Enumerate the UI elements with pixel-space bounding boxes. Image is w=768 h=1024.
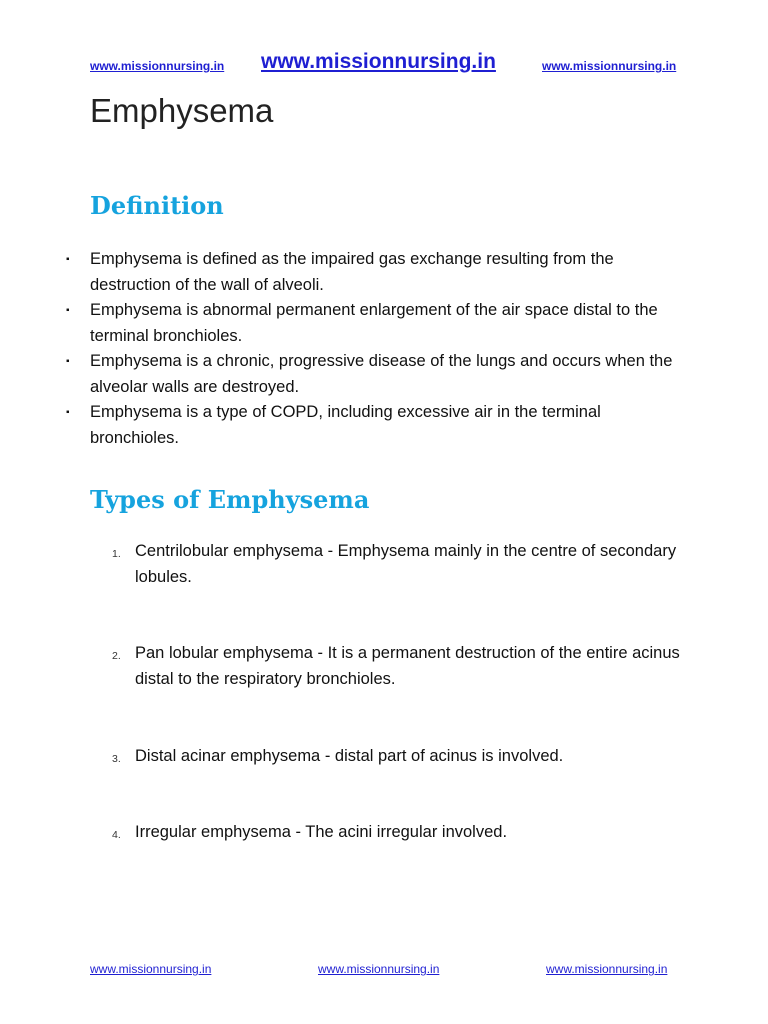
types-heading: Types of Emphysema: [90, 485, 370, 514]
numbered-item: [112, 641, 695, 692]
item-number: 3.: [112, 753, 121, 765]
footer-link-center[interactable]: www.missionnursing.in: [318, 962, 440, 976]
item-number: 1.: [112, 548, 121, 560]
numbered-item: [112, 744, 695, 770]
item-number: 4.: [112, 829, 121, 841]
list-item-text: Emphysema is a type of COPD, including excessive air in the terminal bronchioles.: [90, 403, 601, 447]
list-item-text: Emphysema is a chronic, progressive disease of the lungs and occurs when the alveolar walls are destroyed.: [90, 352, 673, 396]
bullet-marker: ▪: [66, 407, 70, 418]
list-item: [66, 400, 690, 451]
definition-heading: Definition: [90, 191, 224, 220]
list-item: [66, 298, 690, 349]
item-text: Distal acinar emphysema - distal part of acinus is involved.: [135, 747, 564, 765]
bullet-marker: ▪: [66, 356, 70, 367]
page-title: Emphysema: [90, 92, 274, 129]
list-item: [66, 349, 690, 400]
header-link-center[interactable]: www.missionnursing.in: [261, 50, 496, 73]
numbered-item: [112, 539, 695, 590]
list-item: [66, 247, 690, 298]
header-link-right[interactable]: www.missionnursing.in: [542, 59, 677, 73]
item-text: Irregular emphysema - The acini irregular involved.: [135, 823, 508, 841]
header-link-left[interactable]: www.missionnursing.in: [90, 59, 225, 73]
footer-link-right[interactable]: www.missionnursing.in: [546, 962, 668, 976]
numbered-item: [112, 820, 695, 846]
bullet-marker: ▪: [66, 254, 70, 265]
item-text: Pan lobular emphysema - It is a permanent destruction of the entire acinus distal to the respiratory bronchioles.: [135, 644, 680, 688]
list-item-text: Emphysema is abnormal permanent enlargement of the air space distal to the terminal bronchioles.: [90, 301, 658, 345]
item-text: Centrilobular emphysema - Emphysema mainly in the centre of secondary lobules.: [135, 542, 677, 586]
list-item-text: Emphysema is defined as the impaired gas exchange resulting from the destruction of the wall of alveoli.: [90, 250, 614, 294]
definition-list: [66, 247, 690, 451]
item-number: 2.: [112, 650, 121, 662]
footer-link-left[interactable]: www.missionnursing.in: [90, 962, 212, 976]
bullet-marker: ▪: [66, 305, 70, 316]
